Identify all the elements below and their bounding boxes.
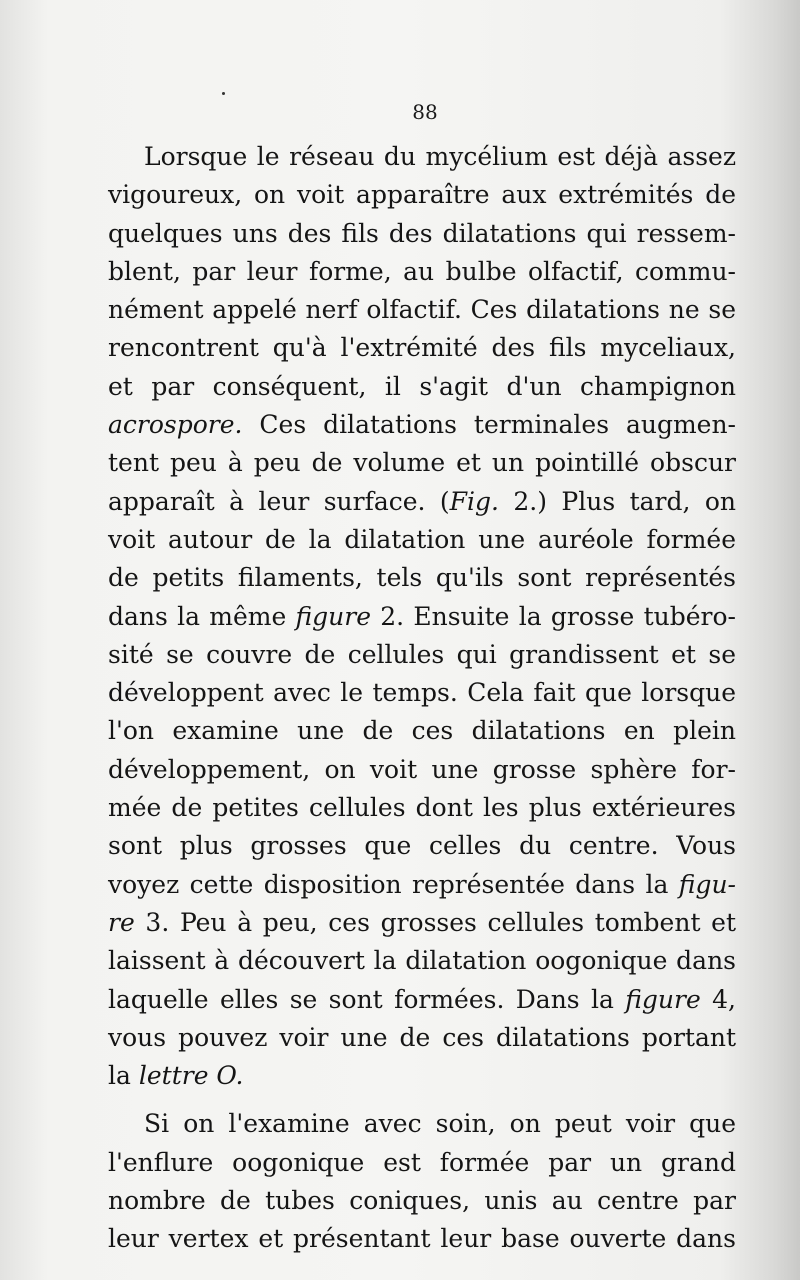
text-line: blent, par leur forme, au bulbe olfactif, commu-: [108, 256, 736, 286]
italic-term: re: [108, 907, 135, 937]
text-line: Lorsque le réseau du mycélium est déjà assez: [144, 142, 736, 171]
text-line: leur vertex et présentant leur base ouverte dans: [108, 1224, 736, 1254]
text-line: de petits filaments, tels qu'ils sont représentés: [108, 563, 736, 593]
text-line: mée de petites cellules dont les plus extérieures: [108, 793, 736, 823]
text-line: sité se couvre de cellules qui grandissent et se: [108, 639, 736, 669]
text-line: et par conséquent, il s'agit d'un champignon: [108, 371, 736, 401]
text-line: vigoureux, on voit apparaître aux extrémités de: [108, 180, 736, 210]
text-line-italic: laquelle elles se sont formées. Dans la figure 4,: [108, 984, 736, 1014]
text-line-italic: apparaît à leur surface. (Fig. 2.) Plus tard, on: [108, 486, 736, 516]
text-line-italic: la lettre O.: [108, 1061, 244, 1091]
text-line: laissent à découvert la dilatation oogonique dans: [108, 946, 736, 976]
italic-term: lettre O.: [138, 1061, 244, 1091]
text-line: développent avec le temps. Cela fait que lorsque: [108, 678, 736, 708]
text-line: quelques uns des fils des dilatations qui ressem-: [108, 218, 736, 248]
paragraph-gap: [108, 1095, 736, 1105]
paragraph-2: [108, 1105, 736, 1258]
italic-term: Fig.: [449, 486, 499, 516]
body-text: [108, 138, 736, 1259]
paragraph-1: [108, 138, 736, 1095]
text-line-italic: acrospore. Ces dilatations terminales augmen-: [108, 410, 736, 440]
text-line: Si on l'examine avec soin, on peut voir que: [144, 1109, 736, 1139]
page-number: 88: [412, 100, 438, 124]
ink-speck: [222, 92, 225, 95]
text-line: sont plus grosses que celles du centre. Vous: [108, 831, 736, 861]
text-line-italic: dans la même figure 2. Ensuite la grosse tubéro-: [108, 601, 736, 631]
text-line: développement, on voit une grosse sphère for-: [108, 754, 736, 784]
italic-term: acrospore.: [108, 410, 243, 440]
text-line: tent peu à peu de volume et un pointillé obscur: [108, 448, 736, 478]
text-line: l'enflure oogonique est formée par un grand: [108, 1147, 736, 1177]
italic-term: figu-: [678, 869, 736, 899]
text-line-italic: voyez cette disposition représentée dans la figu-: [108, 869, 736, 899]
text-line: nombre de tubes coniques, unis au centre par: [108, 1186, 736, 1216]
italic-term: figure: [625, 984, 701, 1014]
text-line: vous pouvez voir une de ces dilatations portant: [108, 1022, 736, 1052]
text-line: voit autour de la dilatation une auréole formée: [108, 524, 736, 554]
text-line: nément appelé nerf olfactif. Ces dilatations ne se: [108, 295, 736, 325]
italic-term: figure: [295, 601, 372, 631]
text-line-italic: re 3. Peu à peu, ces grosses cellules tombent et: [108, 907, 736, 937]
text-line: rencontrent qu'à l'extrémité des fils myceliaux,: [108, 333, 736, 363]
text-line: l'on examine une de ces dilatations en plein: [108, 716, 736, 746]
